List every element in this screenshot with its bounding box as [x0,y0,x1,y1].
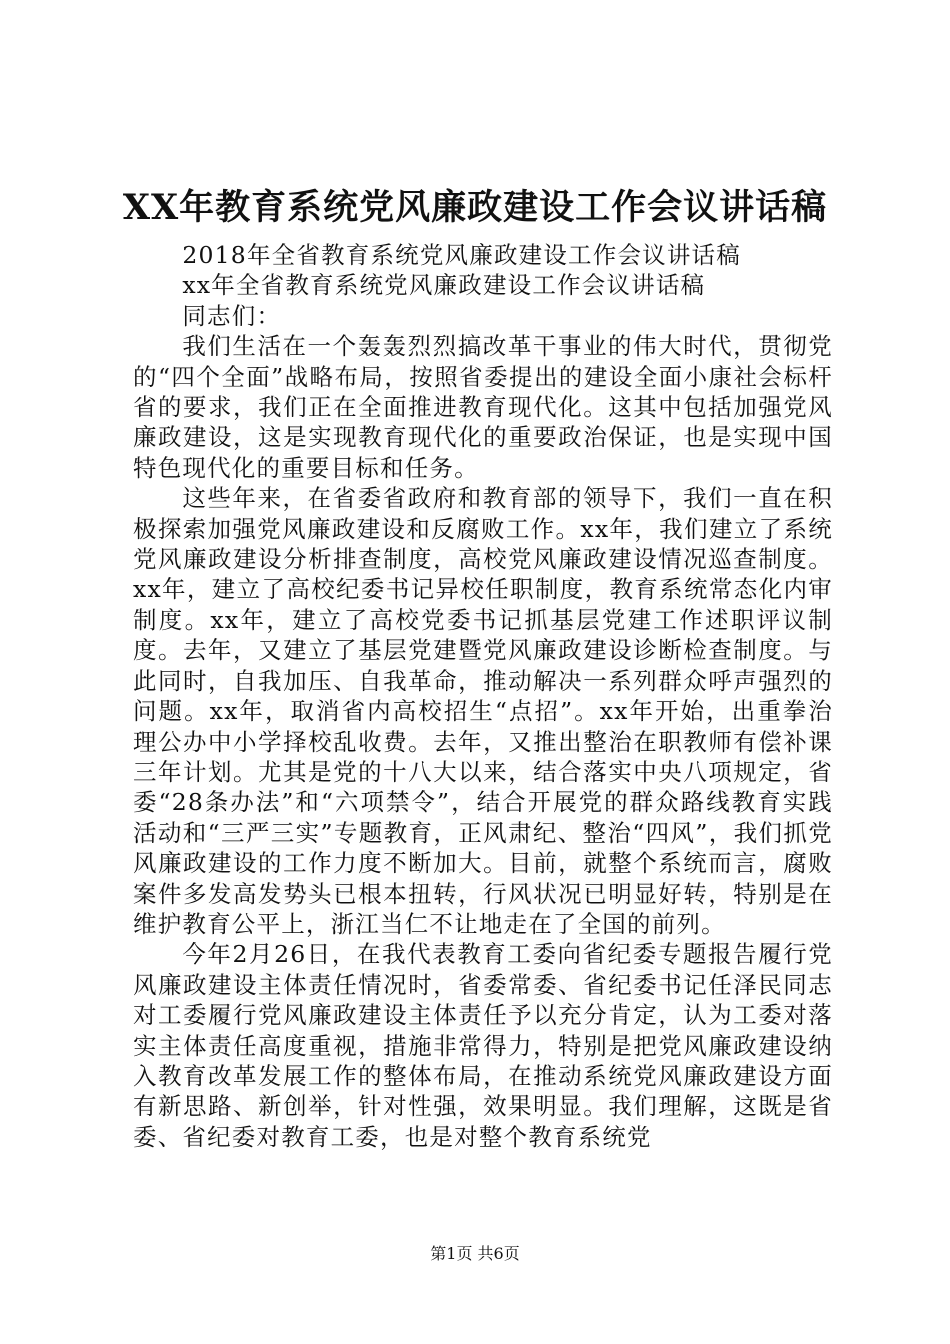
page-footer: 第1页 共6页 [430,1244,520,1263]
subtitle-paragraph: xx年全省教育系统党风廉政建设工作会议讲话稿 [182,271,706,300]
salutation: 同志们： [182,301,282,330]
body-paragraph: 我们生活在一个轰轰烈烈搞改革干事业的伟大时代，贯彻党的“四个全面”战略布局，按照省委提出的建设全面小康社会标杆省的要求，我们正在全面推进教育现代化。这其中包括加强党风廉政建设，这是实现教育现代化的重要政治保证，也是实现中国特色现代化的重要目标和任务。 [133,332,833,482]
document-title: XX年教育系统党风廉政建设工作会议讲话稿 [122,187,828,228]
subtitle-paragraph: 2018年全省教育系统党风廉政建设工作会议讲话稿 [182,241,741,269]
document-body [133,240,833,1152]
body-paragraph: 这些年来，在省委省政府和教育部的领导下，我们一直在积极探索加强党风廉政建设和反腐败工作。xx年，我们建立了系统党风廉政建设分析排查制度，高校党风廉政建设情况巡查制度。xx年，建立了高校纪委书记异校任职制度，教育系统常态化内审制度。xx年，建立了高校党委书记抓基层党建工作述职评议制度。去年，又建立了基层党建暨党风廉政建设诊断检查制度。与此同时，自我加压、自我革命，推动解决一系列群众呼声强烈的问题。xx年，取消省内高校招生“点招”。xx年开始，出重拳治理公办中小学择校乱收费。去年，又推出整治在职教师有偿补课三年计划。尤其是党的十八大以来，结合落实中央八项规定，省委“28条办法”和“六项禁令”，结合开展党的群众路线教育实践活动和“三严三实”专题教育，正风肃纪、整治“四风”，我们抓党风廉政建设的工作力度不断加大。目前，就整个系统而言，腐败案件多发高发势头已根本扭转，行风状况已明显好转，特别是在维护教育公平上，浙江当仁不让地走在了全国的前列。 [133,484,833,938]
body-paragraph: 今年2月26日，在我代表教育工委向省纪委专题报告履行党风廉政建设主体责任情况时，省委常委、省纪委书记任泽民同志对工委履行党风廉政建设主体责任予以充分肯定，认为工委对落实主体责任高度重视，措施非常得力，特别是把党风廉政建设纳入教育改革发展工作的整体布局，在推动系统党风廉政建设方面有新思路、新创举，针对性强，效果明显。我们理解，这既是省委、省纪委对教育工委，也是对整个教育系统党 [133,940,833,1151]
